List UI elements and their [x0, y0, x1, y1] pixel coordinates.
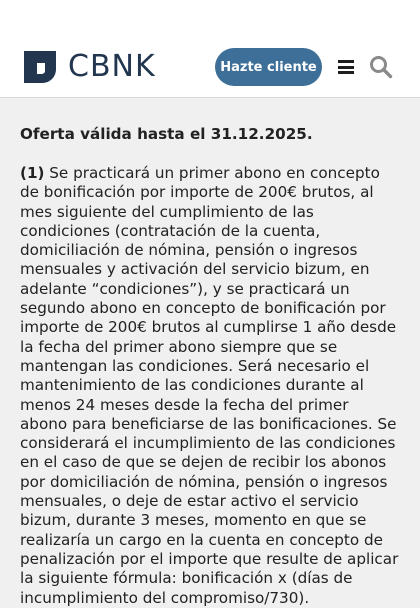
- legal-conditions: [20, 124, 400, 608]
- offer-validity: Oferta válida hasta el 31.12.2025.: [20, 125, 313, 143]
- cbnk-logo-icon: [24, 51, 56, 83]
- search-icon[interactable]: [369, 55, 393, 79]
- cbnk-logo[interactable]: [24, 48, 156, 86]
- footnote-text: Se practicará un primer abono en concepto de bonificación por importe de 200€ brutos, al mes siguiente del cumplimiento de las condiciones (contratación de la cuenta, domiciliación de nómina, pensión o ingresos mensuales y activación del servicio bizum, en adelante “condiciones”), y se practicará un segundo abono en concepto de bonificación por importe de 200€ brutos al cumplirse 1 año desde la fecha del primer abono siempre que se mantengan las condiciones. Será necesario el mantenimiento de las condiciones durante al menos 24 meses desde la fecha del primer abono para beneficiarse de las bonificaciones. Se considerará el incumplimiento de las condiciones en el caso de que se dejen de recibir los abonos por domiciliación de nómina, pensión o ingresos mensuales, o deje de estar activo el servicio bizum, durante 3 meses, momento en que se realizaría un cargo en la cuenta en concepto de penalización por el importe que resulte de aplicar la siguiente fórmula: bonificación x (días de incumplimiento del compromiso/730).: [20, 164, 399, 607]
- logo-wordmark: CBNK: [68, 49, 156, 84]
- hamburger-menu-icon[interactable]: [338, 60, 354, 74]
- site-header: [0, 0, 420, 98]
- hazte-cliente-button[interactable]: Hazte cliente: [215, 48, 322, 86]
- footnote-number: (1): [20, 164, 45, 182]
- footnote-paragraph: [20, 164, 400, 608]
